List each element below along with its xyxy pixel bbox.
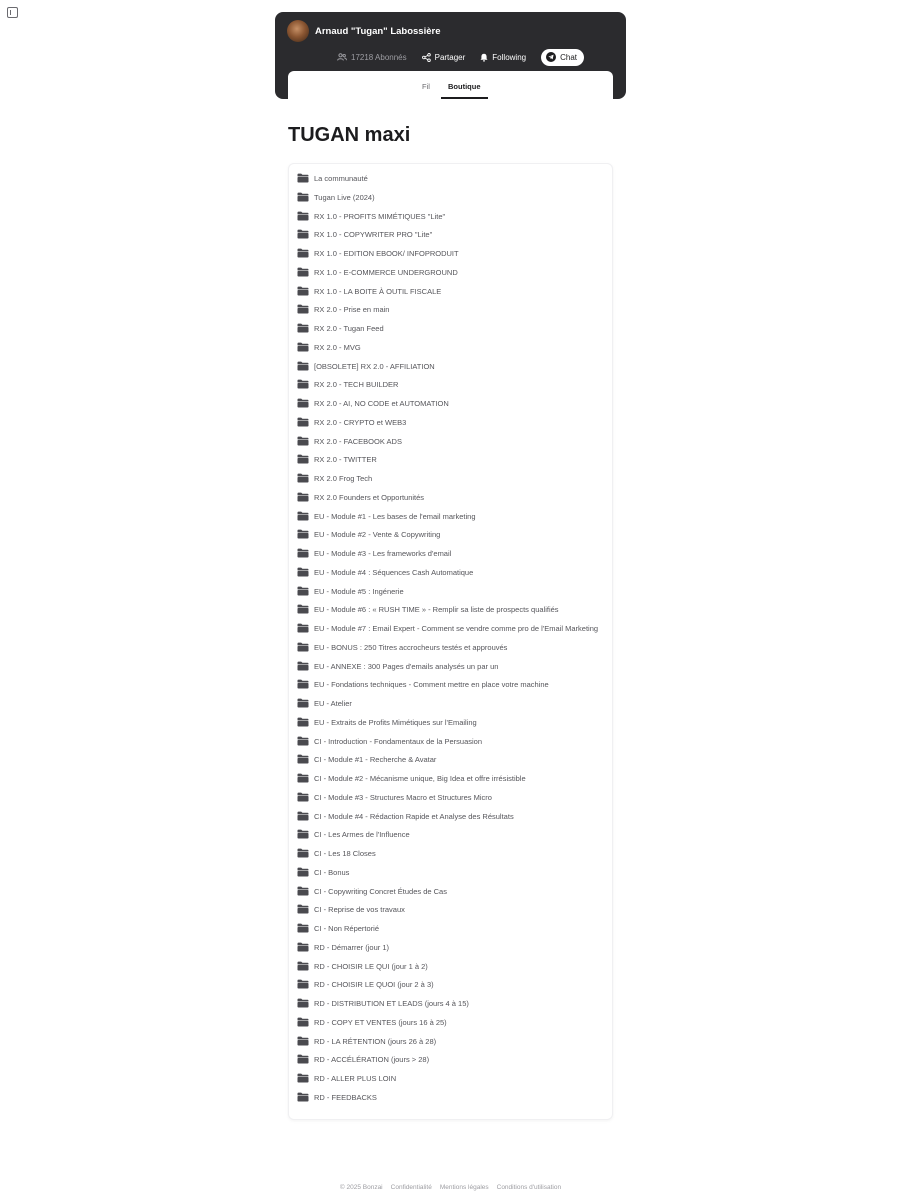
folder-item[interactable]: [289, 657, 612, 676]
page-title: TUGAN maxi: [288, 124, 411, 146]
folder-item[interactable]: [289, 638, 612, 657]
folder-item[interactable]: [289, 732, 612, 751]
folder-icon: [297, 492, 309, 502]
folder-icon: [297, 829, 309, 839]
folder-label: CI - Introduction - Fondamentaux de la Persuasion: [314, 736, 483, 746]
folder-icon: [297, 417, 309, 427]
folder-label: RX 1.0 - LA BOITE À OUTIL FISCALE: [314, 286, 442, 296]
folder-label: EU - Atelier: [314, 699, 352, 708]
folder-item[interactable]: [289, 525, 612, 544]
folder-icon: [297, 811, 309, 821]
folder-label: RX 2.0 - FACEBOOK ADS: [314, 436, 402, 446]
folder-item[interactable]: [289, 507, 612, 526]
folder-item[interactable]: [289, 675, 612, 694]
folder-item[interactable]: [289, 582, 612, 601]
folder-item[interactable]: [289, 413, 612, 432]
folder-item[interactable]: [289, 1013, 612, 1032]
sidebar-toggle-icon[interactable]: [7, 7, 18, 18]
folder-label: Tugan Live (2024): [314, 192, 375, 202]
folder-icon: [297, 979, 309, 989]
folder-label: CI - Module #1 - Recherche & Avatar: [314, 755, 437, 765]
folder-item[interactable]: [289, 563, 612, 582]
folder-item[interactable]: [289, 882, 612, 901]
subscribers-label: 17218 Abonnés: [351, 52, 407, 62]
folder-icon: [297, 529, 309, 539]
folder-item[interactable]: [289, 394, 612, 413]
folder-icon: [297, 698, 309, 708]
folder-label: RX 2.0 - TWITTER: [314, 455, 377, 465]
folder-item[interactable]: [289, 863, 612, 882]
users-icon: [337, 53, 347, 61]
folder-item[interactable]: [289, 469, 612, 488]
folder-label: RD - CHOISIR LE QUI (jour 1 à 2): [314, 961, 428, 971]
folder-icon: [297, 173, 309, 183]
folder-list: [288, 163, 613, 1120]
folder-label: CI - Non Répertorié: [314, 924, 380, 933]
folder-icon: [297, 304, 309, 314]
folder-item[interactable]: [289, 1069, 612, 1088]
folder-item[interactable]: [289, 1032, 612, 1051]
folder-icon: [297, 717, 309, 727]
folder-icon: [297, 473, 309, 483]
folder-label: EU - ANNEXE : 300 Pages d'emails analysés un par un: [314, 661, 499, 671]
folder-label: RX 2.0 Founders et Opportunités: [314, 492, 425, 502]
folder-item[interactable]: [289, 807, 612, 826]
chat-button[interactable]: [541, 49, 584, 66]
folder-icon: [297, 886, 309, 896]
folder-item[interactable]: [289, 750, 612, 769]
footer-copyright: © 2025 Bonzai: [339, 1184, 383, 1191]
folder-icon: [297, 586, 309, 596]
folder-item[interactable]: [289, 844, 612, 863]
folder-icon: [297, 323, 309, 333]
folder-label: CI - Bonus: [314, 867, 350, 877]
folder-icon: [297, 1054, 309, 1064]
folder-item[interactable]: [289, 900, 612, 919]
folder-label: [OBSOLETE] RX 2.0 - AFFILIATION: [314, 361, 435, 371]
profile-actions: [337, 48, 584, 66]
folder-label: RX 2.0 Frog Tech: [314, 474, 373, 483]
folder-label: RX 2.0 - MVG: [314, 342, 361, 352]
folder-icon: [297, 398, 309, 408]
folder-item[interactable]: [289, 938, 612, 957]
footer-terms-link[interactable]: Conditions d'utilisation: [496, 1184, 562, 1191]
folder-item[interactable]: [289, 619, 612, 638]
share-icon: [422, 53, 431, 62]
folder-icon: [297, 192, 309, 202]
subscribers-count: [337, 48, 407, 66]
folder-label: RD - COPY ET VENTES (jours 16 à 25): [314, 1017, 447, 1027]
folder-icon: [297, 604, 309, 614]
folder-item[interactable]: [289, 769, 612, 788]
folder-label: RD - FEEDBACKS: [314, 1092, 377, 1102]
footer-legal-link[interactable]: Mentions légales: [439, 1184, 489, 1191]
folder-item[interactable]: [289, 788, 612, 807]
folder-icon: [297, 361, 309, 371]
folder-item[interactable]: [289, 338, 612, 357]
folder-item[interactable]: [289, 244, 612, 263]
folder-icon: [297, 1092, 309, 1102]
folder-label: RD - LA RÉTENTION (jours 26 à 28): [314, 1036, 437, 1046]
active-tab-indicator: [441, 97, 488, 99]
folder-icon: [297, 998, 309, 1008]
bell-icon: [480, 53, 488, 62]
folder-item[interactable]: [289, 357, 612, 376]
folder-icon: [297, 1036, 309, 1046]
folder-icon: [297, 379, 309, 389]
folder-icon: [297, 211, 309, 221]
folder-item[interactable]: [289, 207, 612, 226]
footer-privacy-link[interactable]: Confidentialité: [390, 1184, 432, 1191]
folder-item[interactable]: [289, 713, 612, 732]
folder-icon: [297, 342, 309, 352]
folder-label: RD - Démarrer (jour 1): [314, 942, 390, 952]
folder-item[interactable]: [289, 300, 612, 319]
folder-icon: [297, 229, 309, 239]
folder-item[interactable]: [289, 450, 612, 469]
folder-label: RD - CHOISIR LE QUOI (jour 2 à 3): [314, 980, 434, 990]
folder-item[interactable]: [289, 375, 612, 394]
folder-icon: [297, 848, 309, 858]
folder-label: EU - Module #5 : Ingénerie: [314, 586, 404, 596]
folder-label: RX 2.0 - AI, NO CODE et AUTOMATION: [314, 399, 449, 408]
folder-item[interactable]: [289, 263, 612, 282]
profile-header: [275, 12, 626, 99]
folder-label: CI - Les Armes de l'Influence: [314, 830, 410, 840]
folder-label: EU - Module #7 : Email Expert - Comment se vendre comme pro de l'Email Marketing: [314, 624, 599, 633]
folder-item[interactable]: [289, 994, 612, 1013]
folder-icon: [297, 754, 309, 764]
telegram-icon: [546, 52, 556, 62]
folder-item[interactable]: [289, 169, 612, 188]
folder-icon: [297, 942, 309, 952]
folder-label: RD - ALLER PLUS LOIN: [314, 1074, 397, 1083]
folder-icon: [297, 286, 309, 296]
folder-label: EU - Module #3 - Les frameworks d'email: [314, 549, 452, 558]
tab-boutique[interactable]: Boutique: [448, 82, 481, 91]
folder-item[interactable]: [289, 919, 612, 938]
folder-item[interactable]: [289, 1050, 612, 1069]
share-label: Partager: [434, 52, 466, 62]
folder-label: EU - Module #1 - Les bases de l'email marketing: [314, 511, 476, 521]
folder-icon: [297, 248, 309, 258]
folder-label: RX 1.0 - EDITION EBOOK/ INFOPRODUIT: [314, 249, 459, 258]
folder-icon: [297, 773, 309, 783]
folder-icon: [297, 679, 309, 689]
folder-item[interactable]: [289, 188, 612, 207]
tab-fil[interactable]: Fil: [422, 82, 430, 91]
folder-icon: [297, 867, 309, 877]
folder-label: EU - Module #2 - Vente & Copywriting: [314, 530, 441, 540]
footer: [0, 1184, 901, 1191]
folder-label: RX 1.0 - PROFITS MIMÉTIQUES "Lite": [314, 211, 446, 221]
tabs-panel: [288, 71, 613, 99]
folder-icon: [297, 454, 309, 464]
folder-item[interactable]: [289, 544, 612, 563]
folder-icon: [297, 1017, 309, 1027]
folder-icon: [297, 1073, 309, 1083]
folder-item[interactable]: [289, 825, 612, 844]
folder-label: La communauté: [314, 174, 368, 183]
folder-icon: [297, 267, 309, 277]
folder-label: CI - Module #4 - Rédaction Rapide et Analyse des Résultats: [314, 811, 514, 821]
folder-icon: [297, 792, 309, 802]
folder-label: EU - Module #6 : « RUSH TIME » - Remplir sa liste de prospects qualifiés: [314, 605, 559, 615]
folder-label: RX 1.0 - E-COMMERCE UNDERGROUND: [314, 267, 458, 277]
folder-label: RX 2.0 - CRYPTO et WEB3: [314, 417, 407, 427]
folder-icon: [297, 642, 309, 652]
folder-label: CI - Module #2 - Mécanisme unique, Big Idea et offre irrésistible: [314, 774, 526, 783]
avatar[interactable]: [287, 20, 309, 42]
folder-label: EU - Extraits de Profits Mimétiques sur l'Emailing: [314, 717, 477, 727]
folder-label: RX 2.0 - Prise en main: [314, 305, 390, 315]
folder-label: RX 2.0 - TECH BUILDER: [314, 380, 399, 390]
folder-label: RX 1.0 - COPYWRITER PRO "Lite": [314, 230, 433, 240]
following-label: Following: [492, 52, 527, 62]
folder-icon: [297, 961, 309, 971]
folder-label: CI - Les 18 Closes: [314, 849, 376, 858]
folder-item[interactable]: [289, 432, 612, 451]
folder-item[interactable]: [289, 957, 612, 976]
folder-label: CI - Reprise de vos travaux: [314, 905, 405, 915]
folder-item[interactable]: [289, 225, 612, 244]
folder-icon: [297, 623, 309, 633]
folder-item[interactable]: [289, 488, 612, 507]
folder-item[interactable]: [289, 694, 612, 713]
share-button[interactable]: [422, 48, 466, 66]
folder-label: EU - BONUS : 250 Titres accrocheurs testés et approuvés: [314, 642, 508, 652]
folder-item[interactable]: [289, 600, 612, 619]
folder-label: CI - Copywriting Concret Études de Cas: [314, 886, 447, 896]
folder-item[interactable]: [289, 975, 612, 994]
folder-label: RD - DISTRIBUTION ET LEADS (jours 4 à 15): [314, 999, 469, 1008]
folder-icon: [297, 511, 309, 521]
folder-icon: [297, 567, 309, 577]
folder-item[interactable]: [289, 319, 612, 338]
profile-name[interactable]: Arnaud "Tugan" Labossière: [315, 26, 441, 37]
folder-item[interactable]: [289, 1088, 612, 1107]
folder-label: CI - Module #3 - Structures Macro et Structures Micro: [314, 792, 492, 802]
folder-icon: [297, 661, 309, 671]
following-button[interactable]: [480, 48, 526, 66]
folder-icon: [297, 736, 309, 746]
folder-label: RD - ACCÉLÉRATION (jours > 28): [314, 1055, 430, 1065]
folder-icon: [297, 436, 309, 446]
folder-label: RX 2.0 - Tugan Feed: [314, 324, 384, 333]
folder-item[interactable]: [289, 282, 612, 301]
chat-label: Chat: [560, 52, 577, 62]
folder-icon: [297, 904, 309, 914]
folder-icon: [297, 548, 309, 558]
folder-label: EU - Module #4 : Séquences Cash Automatique: [314, 567, 474, 577]
folder-label: EU - Fondations techniques - Comment mettre en place votre machine: [314, 680, 549, 690]
folder-icon: [297, 923, 309, 933]
